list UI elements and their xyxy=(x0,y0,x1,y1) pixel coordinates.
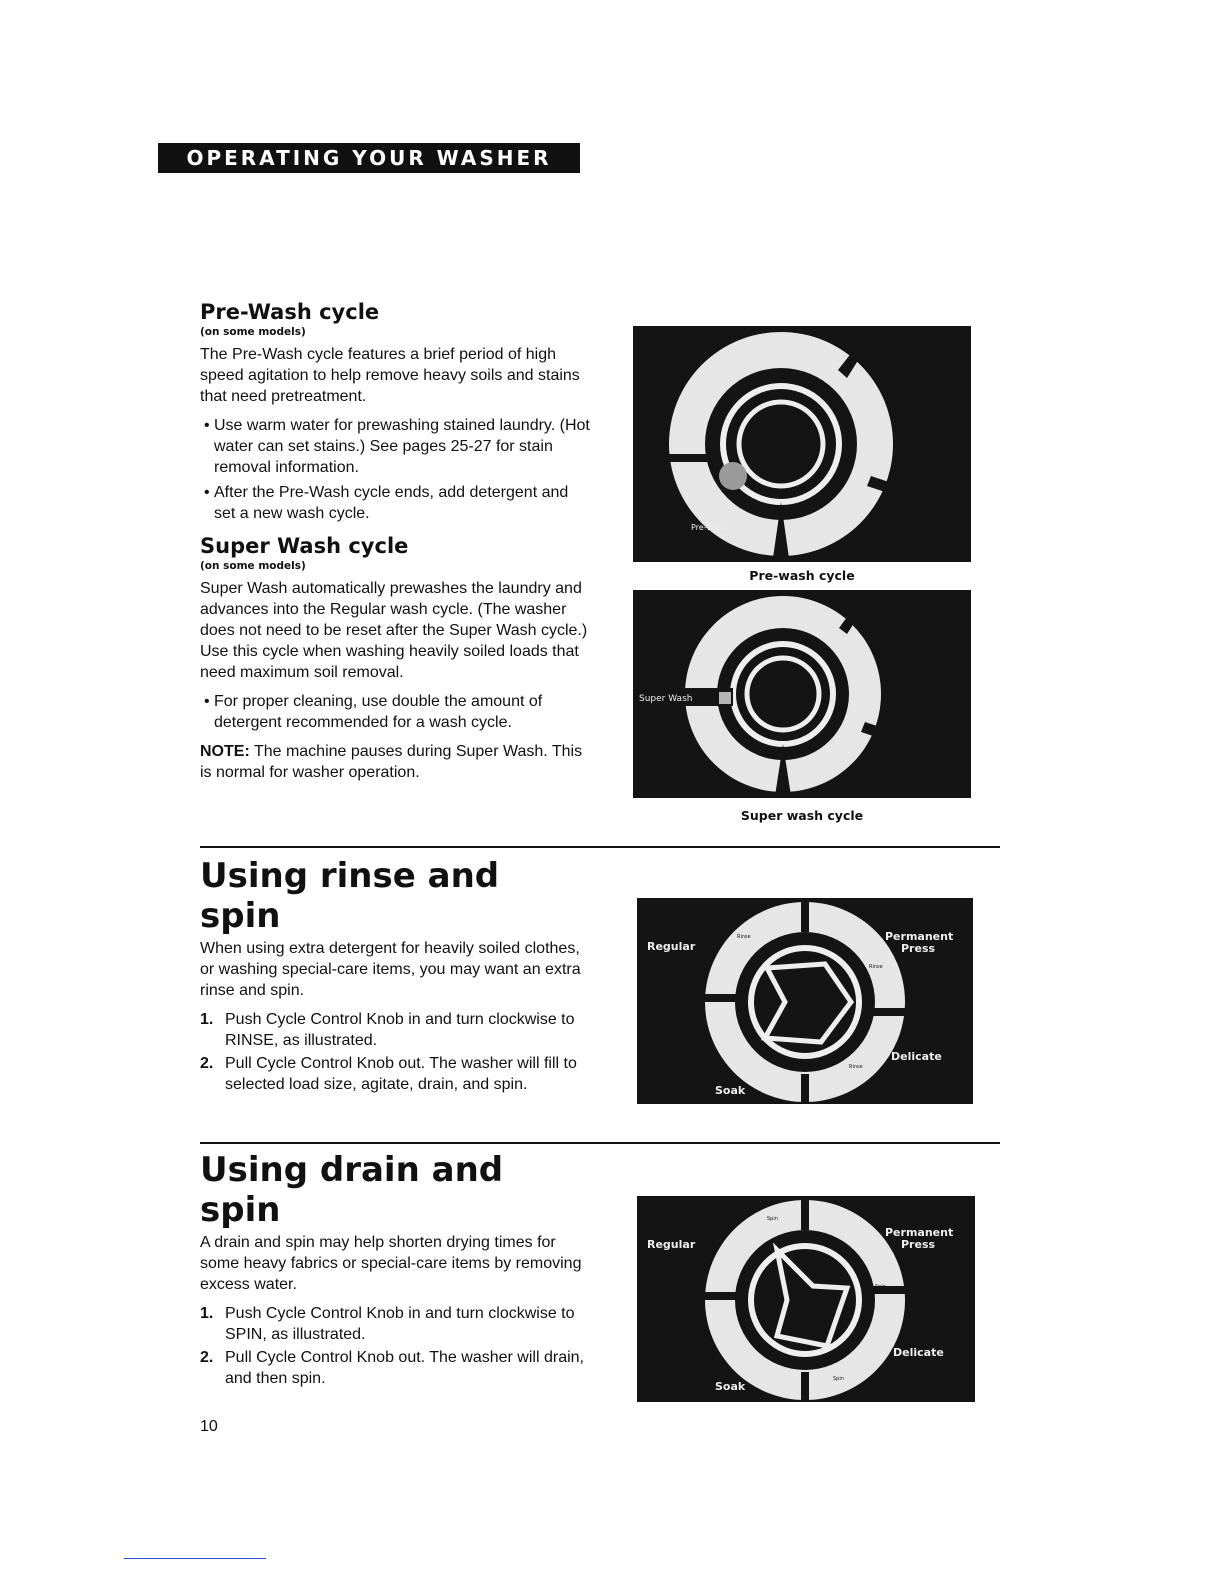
dial-inner xyxy=(717,628,849,760)
section-divider xyxy=(200,846,1000,848)
footer-rule xyxy=(124,1558,266,1559)
rinse-step: 1. Push Cycle Control Knob in and turn clockwise to RINSE, as illustrated. xyxy=(200,1011,575,1049)
pointer-bottom xyxy=(801,1074,809,1104)
dial-label-regular: Regular xyxy=(647,1238,696,1251)
prewash-dial-illustration xyxy=(633,326,971,562)
rinse-title: Using rinse and spin xyxy=(200,856,500,936)
superwash-dial-illustration xyxy=(633,590,971,798)
dial-label: Super Wash xyxy=(639,694,693,704)
rinse-step: 2. Pull Cycle Control Knob out. The washer will fill to selected load size, agitate, drain, and spin. xyxy=(200,1055,577,1093)
prewash-title: Pre-Wash cycle xyxy=(200,300,380,324)
prewash-intro: The Pre-Wash cycle features a brief period of high speed agitation to help remove heavy soils and stains that need pretreatment. xyxy=(200,346,580,405)
dial-mark-spin: Spin xyxy=(833,1376,844,1382)
prewash-caption: Pre-wash cycle xyxy=(749,568,855,583)
dial-label-soak: Soak xyxy=(715,1084,746,1097)
drain-figure xyxy=(637,1196,975,1402)
superwash-qualifier: (on some models) xyxy=(200,560,306,572)
dial-inner xyxy=(735,1230,875,1370)
rinse-steps xyxy=(200,1009,590,1095)
note-label: NOTE: xyxy=(200,743,250,760)
dial-inner xyxy=(705,368,857,520)
pointer-top xyxy=(801,1196,809,1230)
rinse-section xyxy=(200,856,590,1097)
prewash-bullet: • After the Pre-Wash cycle ends, add detergent and set a new wash cycle. xyxy=(200,482,590,524)
dial-label-press: Press xyxy=(901,1238,936,1251)
drain-title: Using drain and spin xyxy=(200,1150,504,1230)
section-divider xyxy=(200,1142,1000,1144)
pointer-right xyxy=(873,1008,905,1016)
dial-label: Pre-Wash xyxy=(691,523,728,532)
rinse-figure xyxy=(637,898,973,1104)
drain-step: 1. Push Cycle Control Knob in and turn clockwise to SPIN, as illustrated. xyxy=(200,1305,575,1343)
superwash-intro: Super Wash automatically prewashes the laundry and advances into the Regular wash cycle. (The washer does not need to be reset after the Super Wash cycle.) Use this cycle when washing heavily soiled loads that need maximum soil removal. xyxy=(200,580,588,681)
prewash-qualifier: (on some models) xyxy=(200,326,306,338)
note-text: The machine pauses during Super Wash. This is normal for washer operation. xyxy=(200,743,583,781)
superwash-title: Super Wash cycle xyxy=(200,534,409,558)
dial-mark-rinse: Rinse xyxy=(869,964,883,970)
prewash-figure xyxy=(633,326,971,562)
superwash-figure xyxy=(633,590,971,798)
pointer-left xyxy=(669,454,715,462)
page-number: 10 xyxy=(200,1418,218,1435)
dial-label-press: Press xyxy=(901,942,936,955)
pointer-highlight xyxy=(719,462,747,490)
rinse-dial-illustration xyxy=(637,898,973,1104)
prewash-bullets xyxy=(200,415,590,524)
superwash-note xyxy=(200,741,590,783)
drain-intro: A drain and spin may help shorten drying times for some heavy fabrics or special-care items by removing excess water. xyxy=(200,1234,582,1293)
superwash-caption: Super wash cycle xyxy=(740,808,864,823)
pointer-left xyxy=(703,1292,737,1300)
dial-label-delicate: Delicate xyxy=(893,1346,944,1359)
rinse-intro: When using extra detergent for heavily soiled clothes, or washing special-care items, you may want an extra rinse and spin. xyxy=(200,940,581,999)
prewash-bullet: • Use warm water for prewashing stained laundry. (Hot water can set stains.) See pages 25-27 for stain removal information. xyxy=(200,415,590,478)
drain-section xyxy=(200,1150,590,1391)
dial-label-delicate: Delicate xyxy=(891,1050,942,1063)
dial-mark-spin: Spin xyxy=(767,1216,778,1222)
section-banner: OPERATING YOUR WASHER xyxy=(158,143,580,173)
dial-label-regular: Regular xyxy=(647,940,696,953)
pointer-highlight xyxy=(719,692,731,704)
superwash-bullets xyxy=(200,691,590,733)
dial-label-permanent: Permanent xyxy=(885,1226,954,1239)
drain-dial-illustration xyxy=(637,1196,975,1402)
dial-label-permanent: Permanent xyxy=(885,930,954,943)
drain-steps xyxy=(200,1303,590,1389)
drain-step: 2. Pull Cycle Control Knob out. The washer will drain, and then spin. xyxy=(200,1349,584,1387)
pointer-bottom xyxy=(801,1372,809,1402)
dial-mark-rinse: Rinse xyxy=(849,1064,863,1070)
dial-label-soak: Soak xyxy=(715,1380,746,1393)
pointer-top xyxy=(801,898,809,932)
prewash-section xyxy=(200,300,590,791)
dial-mark-spin: Spin xyxy=(875,1284,886,1290)
pointer-left xyxy=(703,994,737,1002)
dial-mark-rinse: Rinse xyxy=(737,934,751,940)
superwash-bullet: • For proper cleaning, use double the amount of detergent recommended for a wash cycle. xyxy=(200,691,590,733)
